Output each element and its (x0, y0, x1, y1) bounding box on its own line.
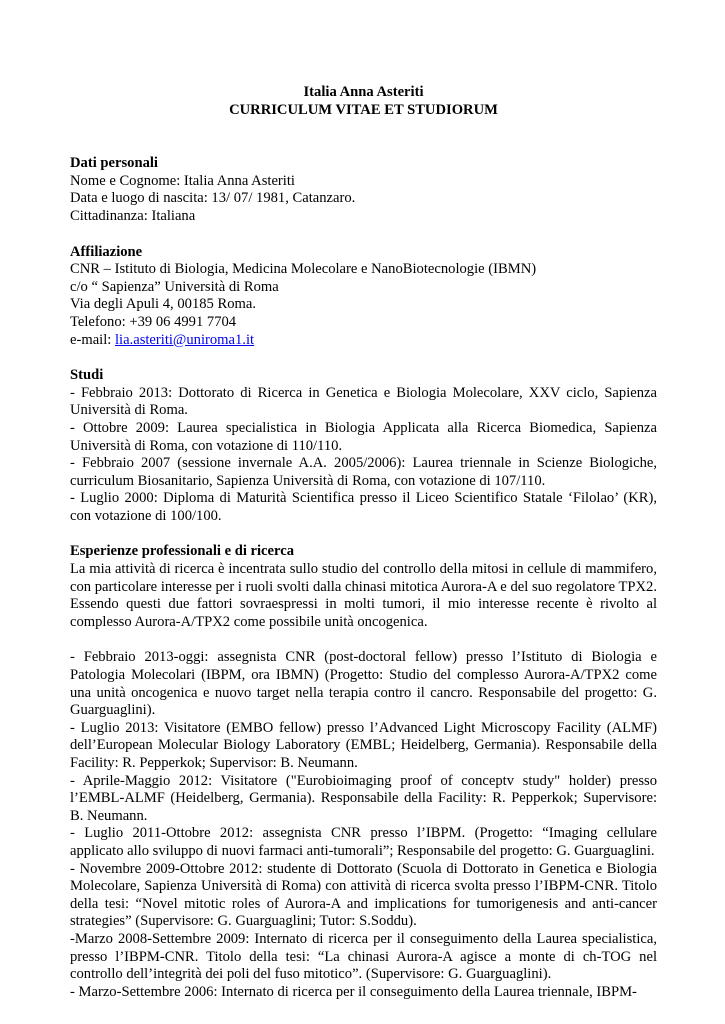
study-item: - Febbraio 2007 (sessione invernale A.A. 2005/2006): Laurea triennale in Scienze Biologiche, curriculum Biosanitario, Sapienza Università di Roma, con votazione di 107/110. (70, 455, 657, 489)
experience-item: - Luglio 2013: Visitatore (EMBO fellow) presso l’Advanced Light Microscopy Facility (ALMF) dell’European Molecular Biology Laboratory (EMBL; Heidelberg, Germania). Responsabile della Facility: R. Pepperkok; Supervisor: B. Neumann. (70, 719, 657, 771)
affiliation-email-line (70, 332, 657, 350)
personal-birth: Data e luogo di nascita: 13/ 07/ 1981, Catanzaro. (70, 190, 356, 207)
experience-item: - Luglio 2011-Ottobre 2012: assegnista CNR presso l’IBPM. (Progetto: “Imaging cellulare applicato allo sviluppo di nuovi farmaci anti-tumorali”; Responsabile del progetto: G. Guarguaglini. (70, 825, 657, 859)
spacer (70, 137, 657, 155)
affiliation-phone: Telefono: +39 06 4991 7704 (70, 313, 237, 330)
affiliation-heading: Affiliazione (70, 243, 143, 260)
personal-heading: Dati personali (70, 155, 158, 172)
affiliation-address: Via degli Apuli 4, 00185 Roma. (70, 296, 256, 313)
spacer (70, 349, 657, 367)
spacer (70, 525, 657, 543)
spacer (70, 119, 657, 137)
experience-heading: Esperienze professionali e di ricerca (70, 543, 295, 560)
experience-item: -Marzo 2008-Settembre 2009: Internato di ricerca per il conseguimento della Laurea specialistica, presso l’IBPM-CNR. Titolo della tesi: “La chinasi Aurora-A agisce a monte di ch-TOG nel controllo dell’integrità dei poli del fuso mitotico”. (Supervisore: G. Guarguaglini). (70, 930, 657, 983)
experience-item: - Aprile-Maggio 2012: Visitatore ("Eurobioimaging proof of conceptv study" holder) presso l’EMBL-ALMF (Heidelberg, Germania). Responsabile della Facility: R. Pepperkok; Supervisore: B. Neumann. (70, 772, 657, 824)
author-name: Italia Anna Asteriti (303, 84, 424, 100)
study-item: - Luglio 2000: Diploma di Maturità Scientifica presso il Liceo Scientifico Statale ‘Filolao’ (KR), con votazione di 100/100. (70, 490, 657, 524)
spacer (70, 226, 657, 244)
studies-heading: Studi (70, 367, 104, 384)
affiliation-institute: CNR – Istituto di Biologia, Medicina Molecolare e NanoBiotecnologie (IBMN) (70, 261, 537, 278)
study-item: - Ottobre 2009: Laurea specialistica in Biologia Applicata alla Ricerca Biomedica, Sapienza Università di Roma, con votazione di 110/110. (70, 419, 657, 454)
document-title: CURRICULUM VITAE ET STUDIORUM (229, 101, 498, 118)
personal-citizenship: Cittadinanza: Italiana (70, 207, 196, 224)
experience-intro: La mia attività di ricerca è incentrata sullo studio del controllo della mitosi in cellule di mammifero, con particolare interesse per i ruoli svolti dalla chinasi mitotica Aurora-A e del suo regolatore TPX2. Essendo questi due fattori sovraespressi in molti tumori, il mio interesse recente è rivolto al complesso Aurora-A/TPX2 come possibile unità oncogenica. (70, 561, 657, 630)
experience-item: - Febbraio 2013-oggi: assegnista CNR (post-doctoral fellow) presso l’Istituto di Biologia e Patologia Molecolari (IBPM, ora IBMN) (Progetto: Studio del complesso Aurora-A/TPX2 come una unità oncogenica e nuovo target nella terapia contro il cancro. Responsabile del progetto: G. Guarguaglini). (70, 649, 657, 719)
cv-document (70, 84, 657, 1001)
personal-name: Nome e Cognome: Italia Anna Asteriti (70, 172, 295, 189)
email-link[interactable]: lia.asteriti@uniroma1.it (114, 331, 255, 348)
affiliation-university: c/o “ Sapienza” Università di Roma (70, 278, 279, 295)
study-item: - Febbraio 2013: Dottorato di Ricerca in Genetica e Biologia Molecolare, XXV ciclo, Sapienza Università di Roma. (70, 384, 657, 419)
experience-item: - Novembre 2009-Ottobre 2012: studente di Dottorato (Scuola di Dottorato in Genetica e Biologia Molecolare, Sapienza Università di Roma) con attività di ricerca svolta presso l’IBPM-CNR. Titolo della tesi: “Novel mitotic roles of Aurora-A and implications for tumorigenesis and anti-cancer strategies” (Supervisore: G. Guarguaglini; Tutor: S.Soddu). (70, 860, 657, 930)
experience-item: - Marzo-Settembre 2006: Internato di ricerca per il conseguimento della Laurea triennale, IBPM- (70, 983, 637, 1000)
spacer (70, 631, 657, 649)
email-label: e-mail: (70, 331, 115, 348)
